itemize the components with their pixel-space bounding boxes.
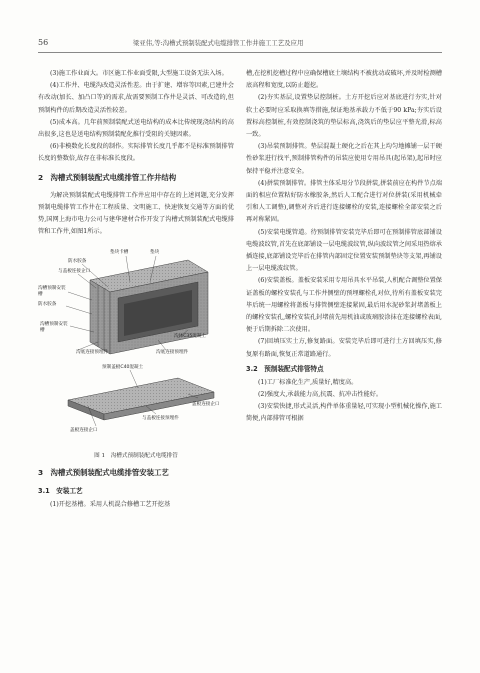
subsection-heading: 3.2 预制装配式排管特点 bbox=[246, 364, 324, 373]
page-header bbox=[38, 38, 442, 53]
paragraph: (3)吊装预制排管。垫层混凝土硬化之后在其上均匀地摊铺一层干硬性砂浆进行找平,预制排管构件的吊装应使用专用吊具(起吊架),起吊时应保持平稳并注意安全。 bbox=[246, 143, 442, 175]
subsection-heading: 3.1 安装工艺 bbox=[38, 487, 83, 496]
running-title: 梁亚伟,等:沟槽式预制装配式电缆排管工作井施工工艺及应用 bbox=[133, 39, 304, 47]
figure-label: 与盖板连接预埋件 bbox=[142, 416, 179, 422]
figure-label: 与盖板连接企口 bbox=[58, 269, 91, 275]
figure-caption: 图 1 沟槽式预制装配式电缆排管 bbox=[94, 453, 178, 460]
paragraph: (2)夯实基层,设置垫层控制桩。土方开挖后应对基底进行夯实,针对软土必要时应采取换填等措施,保证地基承载力不低于90 kPa;夯实后设置标高控制桩,有效控制浇筑的垫层标高,浇筑后的垫层应平整光滑,标高一致。 bbox=[246, 94, 442, 139]
page-number: 56 bbox=[38, 38, 49, 47]
left-column bbox=[38, 68, 234, 512]
right-column bbox=[246, 68, 442, 426]
paragraph: (4)拼装预制排管。排管主体采用分节段拼装,拼装前应在构件节点端面的相应位置粘好防水橡胶条,然后人工配合进行对位拼装(采用机械牵引和人工调整),调整对齐后进行连接螺栓的安装,连接螺栓全部安装之后再对称紧固。 bbox=[246, 179, 442, 224]
figure-label: 预制盖板C40混凝土 bbox=[102, 365, 144, 371]
paragraph: (1)工厂标准化生产,质量好,精度高。 bbox=[258, 378, 358, 386]
paragraph: (5)安装电缆管道。待预制排管安装完毕后即可在预制排管底部铺设电缆波纹管,首先在底部铺设一层电缆波纹管,纵向波纹管之间采用热熔承插连接,底部铺设完毕后在排管内部固定位置安装预制垫块等支架,再铺设上一层电缆波纹管。 bbox=[246, 228, 442, 273]
figure-label: 沟槽预制安装槽 bbox=[40, 322, 68, 333]
paragraph: (5)成本高。几年前预制装配式送电结构的成本比传统现浇结构的高出很多,这也是送电结构预制装配化推行受阻的关键因素。 bbox=[38, 118, 234, 139]
paragraph: (6)非模数化长度段的制作。实际排管长度几乎都不是标准预制排管长度的整数倍,故存在非标准长度段。 bbox=[38, 143, 234, 163]
figure-label: 盖板连接企口 bbox=[192, 402, 220, 408]
section-heading: 2 沟槽式预制装配式电缆排管工作井结构 bbox=[38, 172, 177, 182]
figure-label: 垫块卡槽 bbox=[110, 250, 129, 256]
paragraph: (3)施工作业面大。市区施工作业面受限,大型施工设备无法入场。 bbox=[50, 70, 228, 77]
figure-label: 盖板连接企口 bbox=[70, 428, 98, 434]
figure-label: 沟底连接预埋件 bbox=[76, 350, 109, 356]
figure-label: 防水胶条 bbox=[38, 302, 57, 308]
section-heading: 3 沟槽式预制装配式电缆排管安装工艺 bbox=[38, 468, 169, 478]
figure-label: 沟槽预制安装槽 bbox=[38, 286, 66, 297]
paragraph: 为解决预制装配式电缆排管工作井应用中存在的上述问题,充分发挥预制电缆排管工作井在工程质量、文明施工、快速恢复交通等方面的优势,国网上海市电力公司与建华建材合作开发了沟槽式预制装配式电缆排管和工作井,如图1所示。 bbox=[38, 191, 234, 236]
paragraph: (7)回填压实土方,修复路面。安装完毕后即可进行土方回填压实,修复原有路面,恢复正常道路通行。 bbox=[246, 338, 442, 358]
paragraph: (4)工作井、电缆沟改造灵活性差。由于扩建、增容等因素,已建井会有改动(加长、加凸口等)的需求,故需要预制工作井是灵活、可改造的,但预制构件的后期改造灵活性较差。 bbox=[38, 82, 234, 114]
figure-label: 防水胶条 bbox=[68, 259, 87, 265]
paragraph: (1)开挖基槽。采用人机混合修槽工艺开挖基 bbox=[50, 501, 171, 509]
paragraph: (3)安装快捷,形式灵活,构件单体重量轻,可实现小型机械化操作,施工简便,内部排管可根据 bbox=[246, 403, 442, 423]
paragraph: (6)安装盖板。盖板安装采用专用吊具水平吊装,人机配合调整位置保证盖板的螺栓安装孔与工作井侧壁的预埋螺栓孔对位,待所有盖板安装完毕后统一用螺栓将盖板与排管侧壁连接紧固,最后用水泥砂浆封堵盖板上的螺栓安装孔,螺栓安装孔封堵前先用机油或玻璃胶涂抹在连接螺栓表面,便于后期拆除二次使用。 bbox=[246, 277, 442, 334]
lid-drawing bbox=[68, 378, 214, 420]
figure-cable-duct bbox=[38, 242, 234, 448]
figure-label: 沟体C35混凝土 bbox=[174, 334, 207, 340]
trough-drawing bbox=[90, 260, 208, 354]
paragraph: 槽,在挖机挖槽过程中应确保槽底土壤结构不被扰动或破坏,并及时检测槽底高程和宽度,以防止超挖。 bbox=[246, 70, 442, 90]
paragraph: (2)强度大,承载能力高,抗震、抗冲击性能好。 bbox=[258, 391, 383, 399]
figure-label: 沟底连接预埋件 bbox=[156, 350, 189, 356]
figure-label: 垫块 bbox=[150, 250, 160, 256]
